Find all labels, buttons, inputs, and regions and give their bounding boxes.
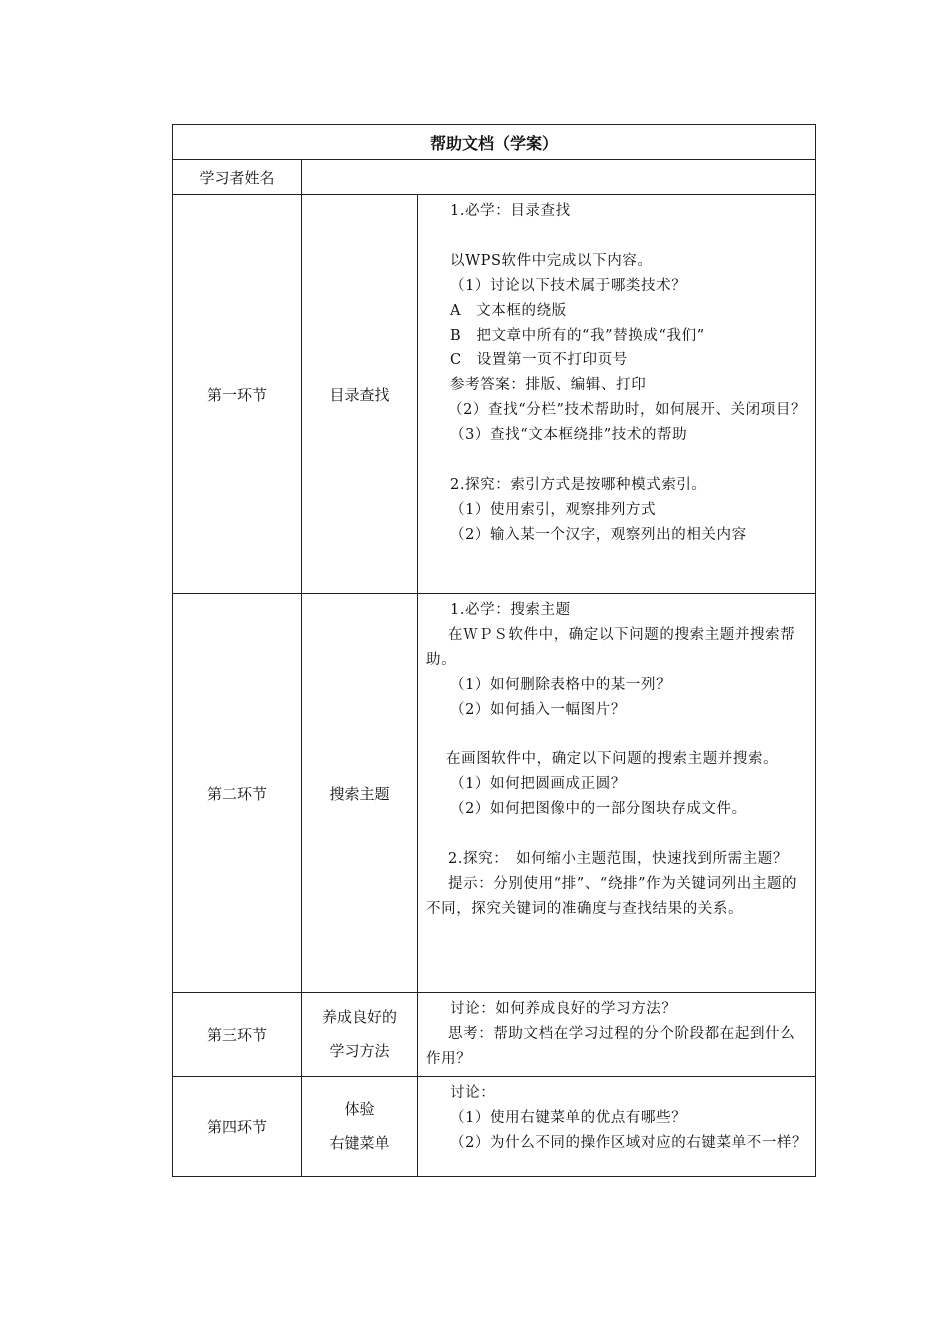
section-content (418, 993, 816, 1077)
section-content (418, 195, 816, 594)
content-line: 1.必学：目录查找 (450, 203, 571, 219)
blank-line (426, 224, 809, 249)
content-line: （2）查找“分栏”技术帮助时，如何展开、关闭项目？ (448, 402, 807, 419)
blank-line (426, 448, 809, 473)
content-line: （3）查找“文本框绕排”技术的帮助 (450, 427, 688, 444)
stage-label: 第四环节 (173, 1076, 302, 1176)
content-line: （1）使用索引，观察排列方式 (450, 501, 657, 518)
section-content (418, 1076, 816, 1176)
content-line: （1）使用右键菜单的优点有哪些？ (450, 1109, 687, 1126)
content-line: 讨论：如何养成良好的学习方法？ (450, 1001, 677, 1017)
content-line: 1.必学：搜索主题 (450, 602, 571, 618)
topic-label: 搜索主题 (302, 594, 418, 993)
content-line: 2.探究： 如何缩小主题范围，快速找到所需主题？ (448, 851, 788, 868)
section-content (418, 594, 816, 993)
study-sheet (172, 124, 815, 1177)
content-line: （2）输入某一个汉字，观察列出的相关内容 (450, 526, 747, 543)
content-line: C 设置第一页不打印页号 (450, 352, 628, 369)
learner-name-label: 学习者姓名 (173, 160, 302, 195)
content-line: （2）如何把图像中的一部分图块存成文件。 (450, 801, 747, 818)
content-line: A 文本框的绕版 (450, 302, 567, 319)
topic-line: 学习方法 (329, 1042, 390, 1061)
document-title: 帮助文档（学案） (173, 125, 816, 160)
stage-label: 第二环节 (173, 594, 302, 993)
content-line: 提示：分别使用“排”、“绕排”作为关键词列出主题的不同，探究关键词的准确度与查找结果的关系。 (426, 875, 798, 917)
worksheet-table (172, 124, 816, 1177)
content-line: （1）如何把圆画成正圆？ (450, 776, 626, 793)
content-line: 以WPS软件中完成以下内容。 (450, 252, 653, 269)
topic-label (302, 1076, 418, 1176)
blank-line (426, 723, 809, 748)
content-line: （1）如何删除表格中的某一列？ (450, 676, 672, 693)
stage-label: 第三环节 (173, 993, 302, 1077)
topic-line: 养成良好的 (321, 1008, 397, 1027)
topic-label (302, 993, 418, 1077)
learner-name-field[interactable] (302, 160, 816, 195)
topic-line: 体验 (344, 1100, 375, 1119)
content-line: （2）如何插入一幅图片？ (450, 701, 626, 718)
content-line: B 把文章中所有的“我”替换成“我们” (450, 327, 705, 344)
topic-label: 目录查找 (302, 195, 418, 594)
blank-line (426, 822, 809, 847)
content-line: 讨论： (450, 1084, 496, 1101)
content-line: 思考：帮助文档在学习过程的分个阶段都在起到什么作用？ (426, 1025, 796, 1067)
content-line: 参考答案：排版、编辑、打印 (450, 377, 647, 394)
content-line: （2）为什么不同的操作区域对应的右键菜单不一样？ (450, 1134, 808, 1151)
stage-label: 第一环节 (173, 195, 302, 594)
content-line: （1）讨论以下技术属于哪类技术？ (450, 277, 687, 294)
topic-line: 右键菜单 (329, 1134, 390, 1153)
content-line: 在画图软件中，确定以下问题的搜索主题并搜索。 (446, 751, 779, 768)
content-line: 在ＷＰＳ软件中，确定以下问题的搜索主题并搜索帮助。 (426, 626, 796, 668)
content-line: 2.探究：索引方式是按哪种模式索引。 (450, 476, 707, 493)
